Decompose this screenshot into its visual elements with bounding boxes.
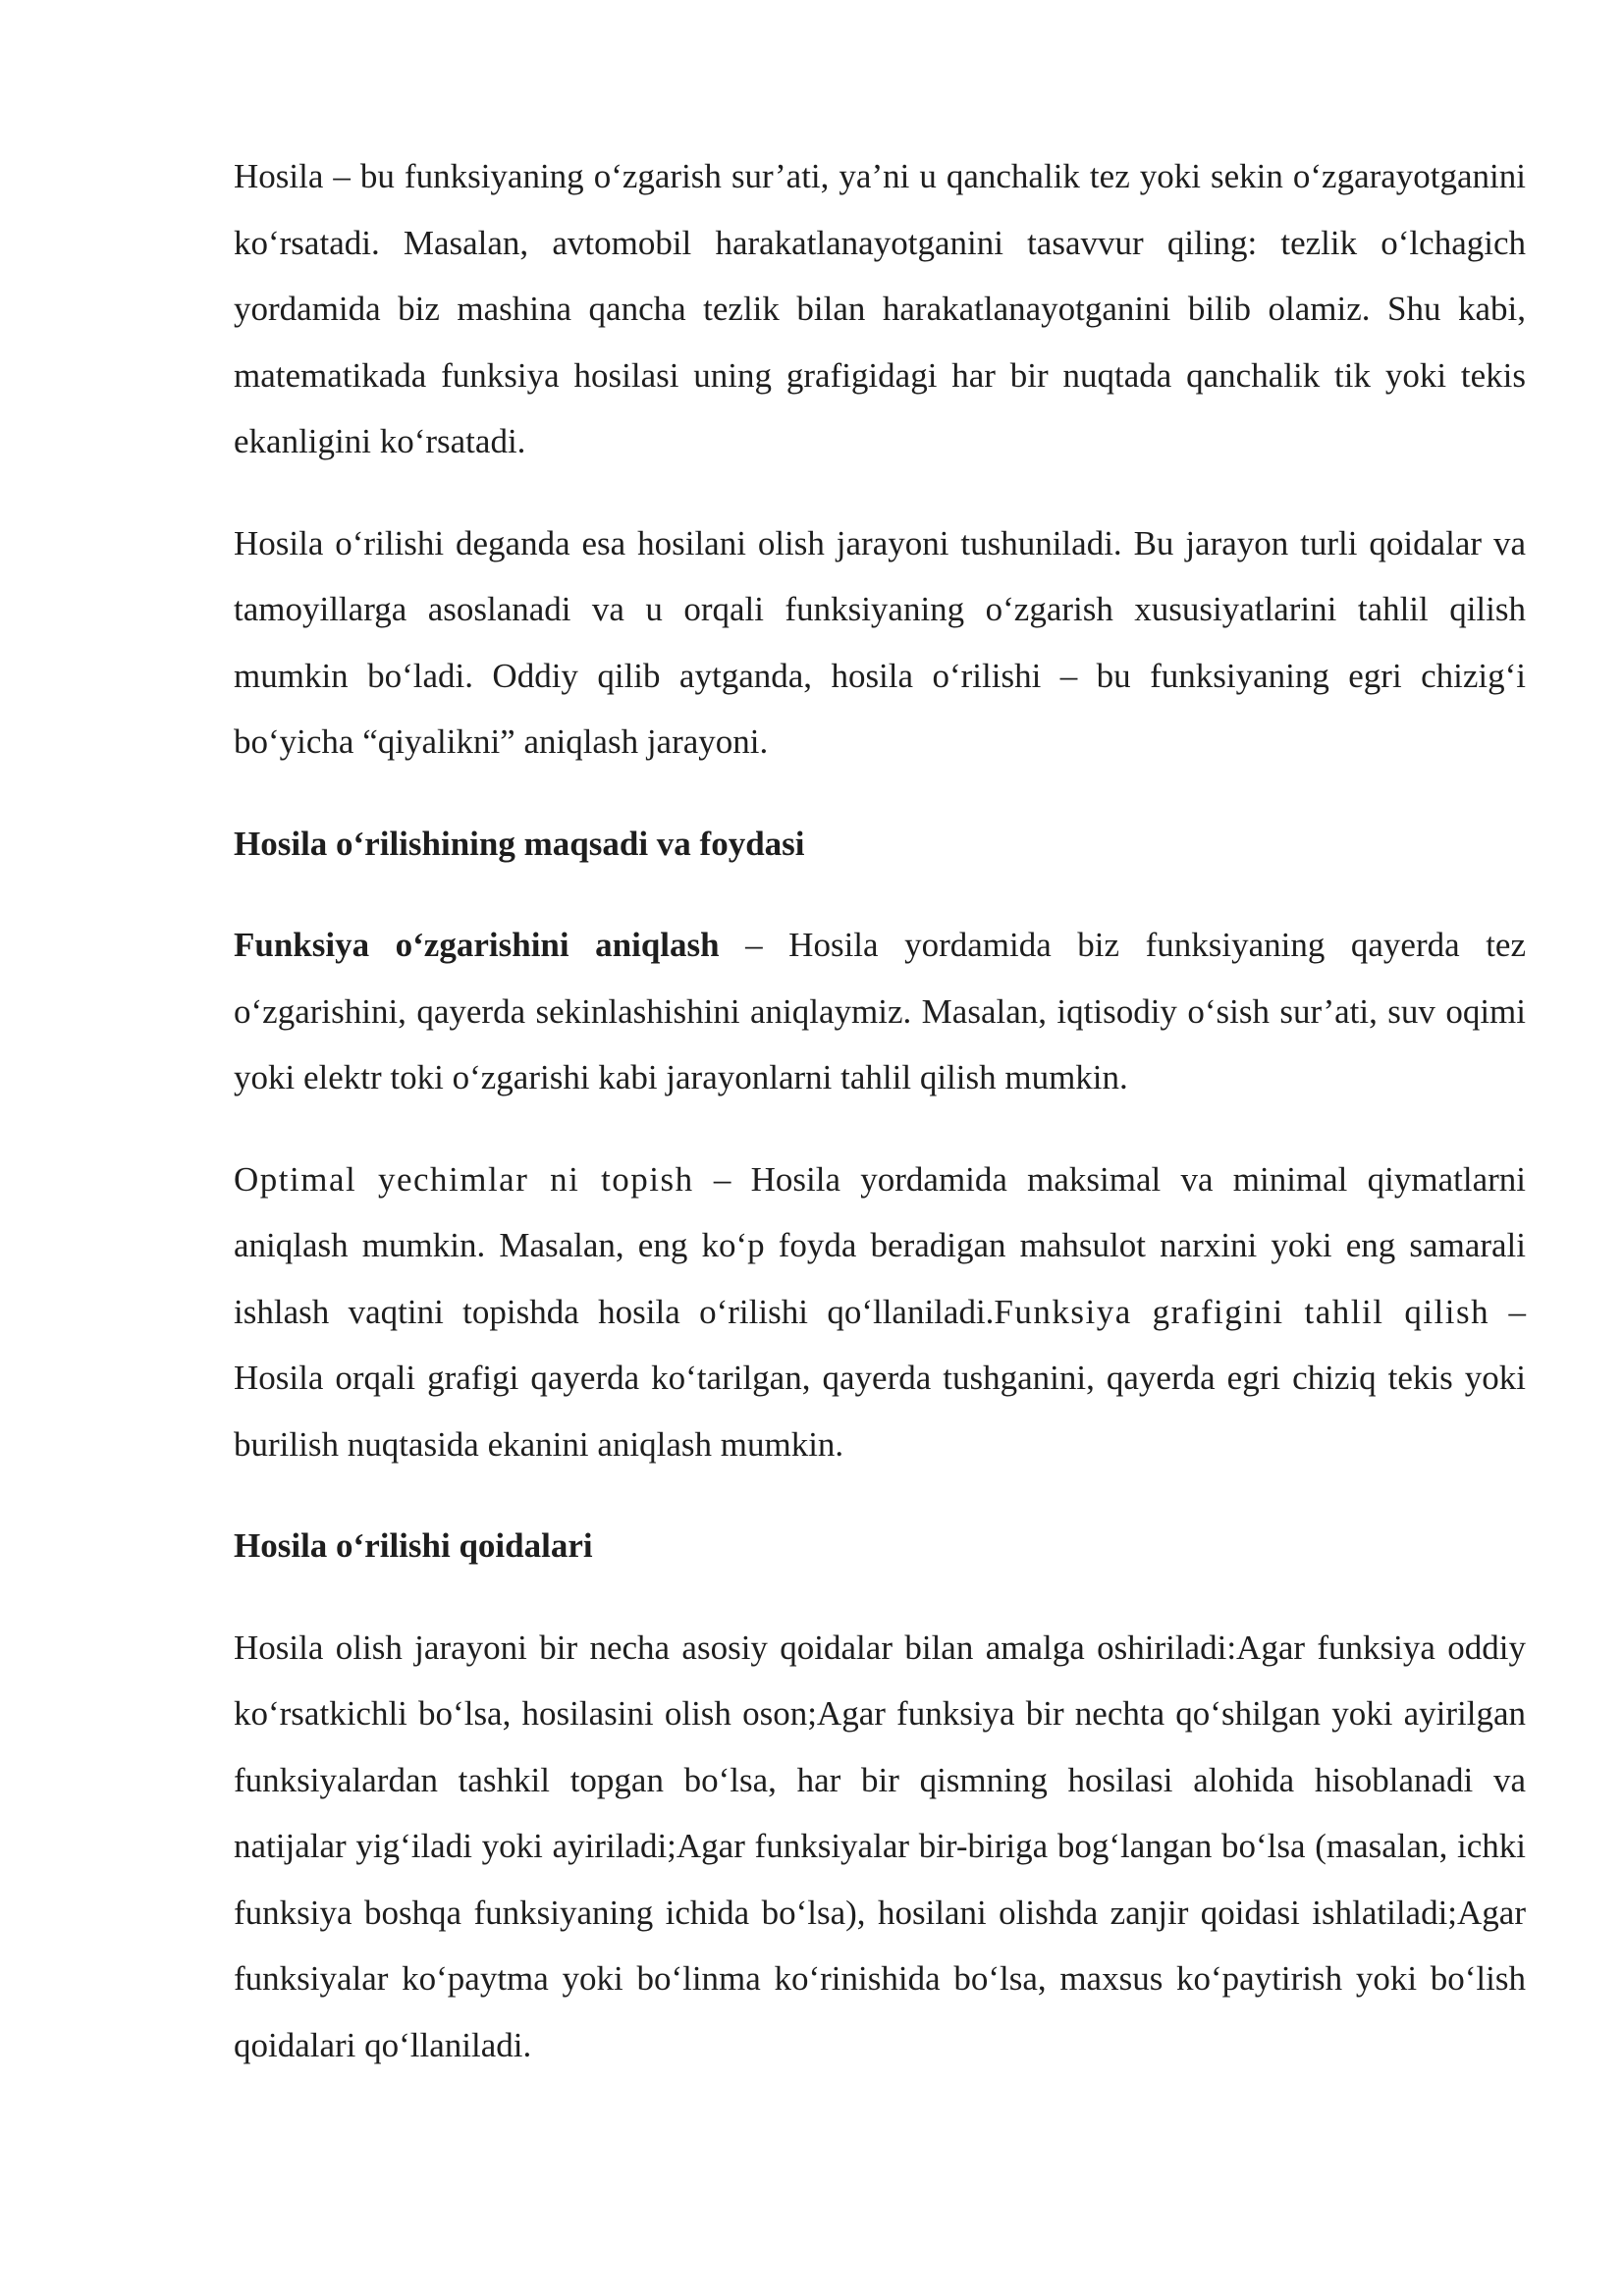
paragraph-qoidalar-list: Hosila olish jarayoni bir necha asosiy qoidalar bilan amalga oshiriladi:Agar funksiya oddiy ko‘rsatkichli bo‘lsa, hosilasini olish oson;Agar funksiya bir nechta qo‘shilgan yoki ayirilgan funksiyalardan tashkil topgan bo‘lsa, har bir qismning hosilasi alohida hisoblanadi va natijalar yig‘iladi yoki ayiriladi;Agar funksiyalar bir-biriga bog‘langan bo‘lsa (masalan, ichki funksiya boshqa funksiyaning ichida bo‘lsa), hosilani olishda zanjir qoidasi ishlatiladi;Agar funksiyalar ko‘paytma yoki bo‘linma ko‘rinishida bo‘lsa, maxsus ko‘paytirish yoki bo‘lish qoidalari qo‘llaniladi. <box>234 1628 1526 2064</box>
paragraph-optimal-yechimlar <box>234 1147 1526 1478</box>
document-body <box>234 143 1526 2078</box>
paragraph-hosila-orilishi: Hosila o‘rilishi deganda esa hosilani olish jarayoni tushuniladi. Bu jarayon turli qoidalar va tamoyillarga asoslanadi va u orqali funksiyaning o‘zgarish xususiyatlarini tahlil qilish mumkin bo‘ladi. Oddiy qilib aytganda, hosila o‘rilishi – bu funksiyaning egri chizig‘i bo‘yicha “qiyalikni” aniqlash jarayoni. <box>234 523 1526 761</box>
paragraph-funksiya-ozgarishi <box>234 912 1526 1111</box>
paragraph-lead-bold: Funksiya o‘zgarishini aniqlash <box>234 926 720 964</box>
paragraph-body-text: – Hosila orqali grafigi qayerda ko‘tarilgan, qayerda tushganini, qayerda egri chiziq tekis yoki burilish nuqtasida ekanini aniqlash mumkin. <box>234 1292 1526 1464</box>
paragraph-lead-text: Optimal yechimlar ni topish <box>234 1159 694 1199</box>
paragraph-hosila-definition: Hosila – bu funksiyaning o‘zgarish sur’ati, ya’ni u qanchalik tez yoki sekin o‘zgarayotganini ko‘rsatadi. Masalan, avtomobil harakatlanayotganini tasavvur qiling: tezlik o‘lchagich yordamida biz mashina qancha tezlik bilan harakatlanayotganini bilib olamiz. Shu kabi, matematikada funksiya hosilasi uning grafigidagi har bir nuqtada qanchalik tik yoki tekis ekanligini ko‘rsatadi. <box>234 157 1526 460</box>
paragraph-body-text: – Hosila yordamida maksimal va minimal qiymatlarni aniqlash mumkin. Masalan, eng ko‘p foyda beradigan mahsulot narxini yoki eng samarali ishlash vaqtini topishda hosila o‘rilishi qo‘llaniladi. <box>234 1159 1526 1331</box>
section-heading-maqsad: Hosila o‘rilishining maqsadi va foydasi <box>234 824 805 863</box>
section-heading-qoidalar: Hosila o‘rilishi qoidalari <box>234 1526 593 1565</box>
paragraph-lead-text: Funksiya grafigini tahlil qilish <box>994 1292 1490 1331</box>
paragraph-body-text: – Hosila yordamida biz funksiyaning qayerda tez o‘zgarishini, qayerda sekinlashishini aniqlaymiz. Masalan, iqtisodiy o‘sish sur’ati, suv oqimi yoki elektr toki o‘zgarishi kabi jarayonlarni tahlil qilish mumkin. <box>234 926 1526 1096</box>
